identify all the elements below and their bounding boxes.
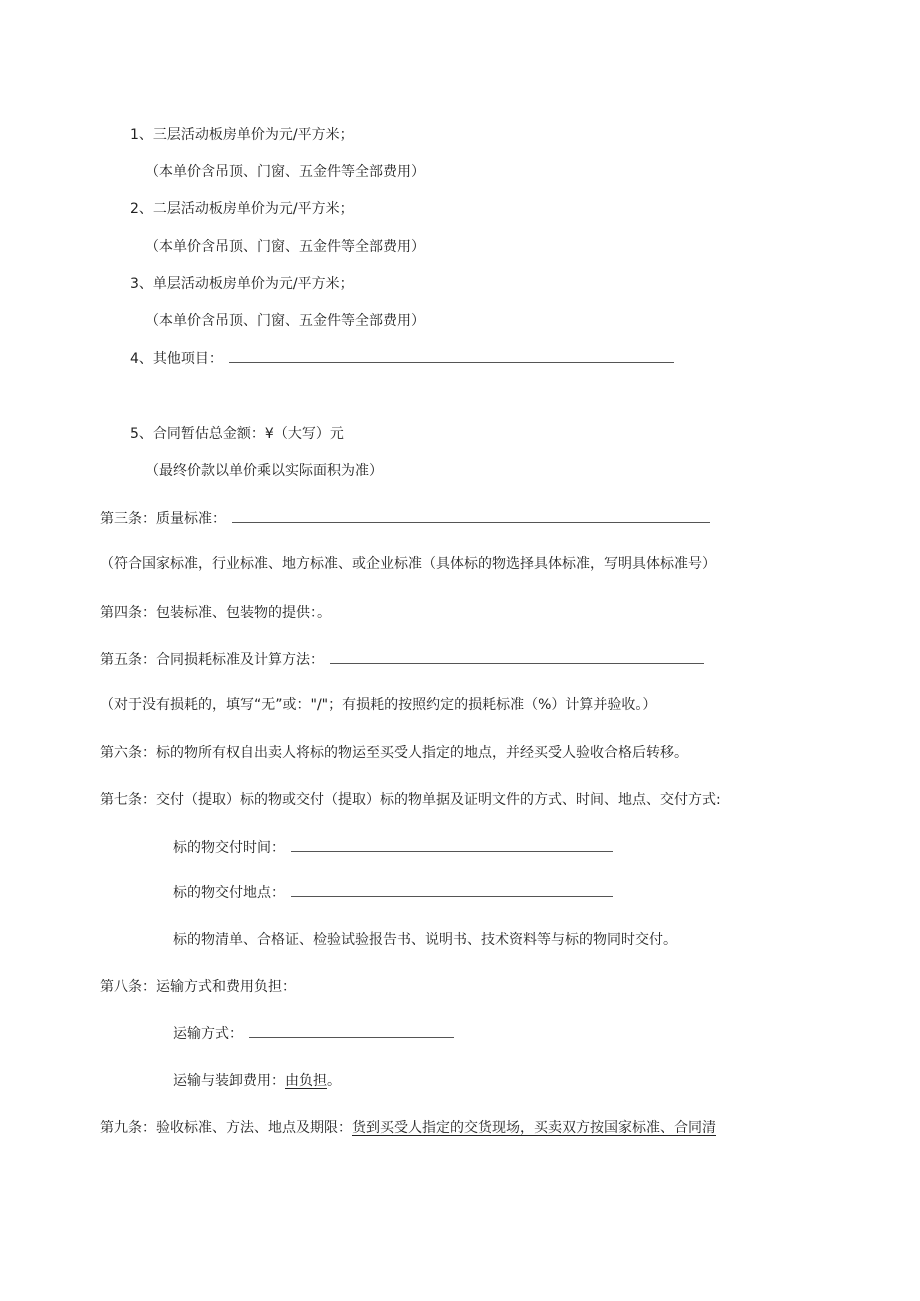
- article-3-note: （符合国家标准，行业标准、地方标准、或企业标准（具体标的物选择具体标准，写明具体标准号）: [100, 556, 716, 572]
- article-9-label: 第九条：验收标准、方法、地点及期限：: [100, 1120, 352, 1136]
- article-9-value: 货到买受人指定的交货现场，买卖双方按国家标准、合同清: [352, 1120, 716, 1136]
- delivery-place-row: [173, 884, 613, 902]
- other-items-row: [130, 350, 674, 368]
- article-3-label: 第三条：质量标准：: [100, 511, 226, 527]
- transport-fee-label: 运输与装卸费用：: [173, 1073, 285, 1089]
- article-4: 第四条：包装标准、包装物的提供：。: [100, 605, 331, 621]
- delivery-time-blank[interactable]: [291, 839, 613, 852]
- price-item-1-floor: 3、单层活动板房单价为元/平方米；: [130, 276, 354, 292]
- transport-method-blank[interactable]: [249, 1025, 454, 1038]
- article-7: 第七条：交付（提取）标的物或交付（提取）标的物单据及证明文件的方式、时间、地点、交付方式:: [100, 792, 721, 808]
- delivery-place-blank[interactable]: [291, 884, 613, 897]
- delivery-documents: 标的物清单、合格证、检验试验报告书、说明书、技术资料等与标的物同时交付。: [173, 932, 677, 948]
- article-8: 第八条：运输方式和费用负担：: [100, 979, 296, 995]
- article-9-row: [100, 1119, 716, 1137]
- transport-fee-end: 。: [327, 1073, 341, 1089]
- other-items-label: 4、其他项目：: [130, 351, 223, 367]
- quality-standard-blank[interactable]: [232, 510, 710, 523]
- price-item-1-floor-note: （本单价含吊顶、门窗、五金件等全部费用）: [145, 313, 425, 329]
- transport-fee-value: 由负担: [285, 1073, 327, 1089]
- other-items-blank[interactable]: [229, 350, 674, 363]
- total-amount: 5、合同暂估总金额：¥（大写）元: [130, 426, 344, 442]
- price-item-2-floor-note: （本单价含吊顶、门窗、五金件等全部费用）: [145, 239, 425, 255]
- price-item-2-floor: 2、二层活动板房单价为元/平方米；: [130, 201, 354, 217]
- price-item-3-floor-note: （本单价含吊顶、门窗、五金件等全部费用）: [145, 164, 425, 180]
- price-item-3-floor: 1、三层活动板房单价为元/平方米；: [130, 127, 354, 143]
- article-3-row: [100, 510, 710, 528]
- loss-standard-blank[interactable]: [330, 651, 704, 664]
- transport-fee-row: [173, 1072, 341, 1090]
- delivery-time-row: [173, 839, 613, 857]
- transport-method-label: 运输方式：: [173, 1026, 243, 1042]
- article-5-row: [100, 651, 704, 669]
- article-5-label: 第五条：合同损耗标准及计算方法：: [100, 652, 324, 668]
- article-6: 第六条：标的物所有权自出卖人将标的物运至买受人指定的地点，并经买受人验收合格后转移。: [100, 745, 688, 761]
- delivery-place-label: 标的物交付地点：: [173, 885, 285, 901]
- transport-method-row: [173, 1025, 454, 1043]
- delivery-time-label: 标的物交付时间：: [173, 840, 285, 856]
- total-amount-note: （最终价款以单价乘以实际面积为准）: [145, 463, 383, 479]
- article-5-note: （对于没有损耗的，填写“无”或："/"；有损耗的按照约定的损耗标准（%）计算并验收。）: [100, 697, 657, 713]
